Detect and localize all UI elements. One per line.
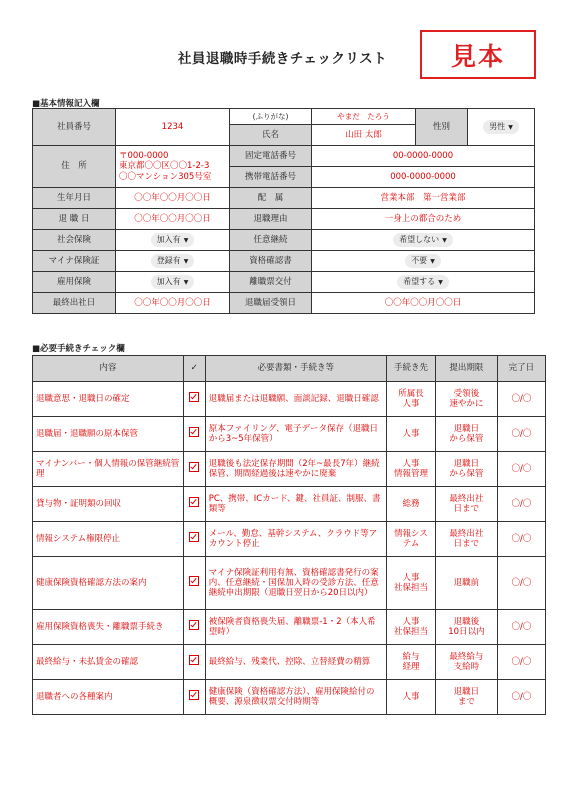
employment-insurance-select[interactable] bbox=[116, 272, 230, 293]
chevron-down-icon: ▼ bbox=[430, 258, 435, 266]
row-done-date[interactable]: 〇/〇 bbox=[497, 680, 545, 715]
checklist-row bbox=[33, 417, 546, 452]
page-title: 社員退職時手続きチェックリスト bbox=[177, 51, 388, 67]
row-checkbox-cell[interactable] bbox=[183, 557, 205, 610]
gender-value: 男性 bbox=[489, 122, 506, 132]
checkbox-checked-icon[interactable] bbox=[189, 655, 199, 665]
row-done-date[interactable]: 〇/〇 bbox=[497, 452, 545, 487]
checkbox-checked-icon[interactable] bbox=[189, 462, 199, 472]
row-docs: マイナ保険証利用有無、資格確認書発行の案内、任意継続・国保加入時の受診方法、任意継続申出期限（退職日翌日から20日以内） bbox=[205, 557, 386, 610]
row-item: 退職者への各種案内 bbox=[33, 680, 184, 715]
chevron-down-icon: ▼ bbox=[183, 279, 189, 287]
row-checkbox-cell[interactable] bbox=[183, 487, 205, 522]
header-item: 内容 bbox=[33, 356, 184, 382]
header-check: ✓ bbox=[183, 356, 205, 382]
row-item: 雇用保険資格喪失・離職票手続き bbox=[33, 610, 184, 645]
voluntary-label: 任意継続 bbox=[230, 230, 312, 251]
resignation-received-value[interactable]: 〇〇年〇〇月〇〇日 bbox=[312, 293, 535, 314]
chevron-down-icon: ▼ bbox=[508, 124, 513, 132]
checkbox-checked-icon[interactable] bbox=[189, 620, 199, 630]
row-deadline: 最終給与 支給時 bbox=[436, 645, 498, 680]
row-destination: 人事 bbox=[386, 417, 435, 452]
voluntary-value: 希望しない bbox=[399, 235, 440, 245]
separation-label: 離職票交付 bbox=[230, 272, 312, 293]
address-line: 〒000-0000 bbox=[119, 150, 169, 161]
row-destination: 所属長 人事 bbox=[386, 382, 435, 417]
address-line: 〇〇マンション305号室 bbox=[119, 171, 212, 182]
row-checkbox-cell[interactable] bbox=[183, 452, 205, 487]
row-docs: PC、携帯、ICカード、鍵、社員証、制服、書類等 bbox=[205, 487, 386, 522]
row-destination: 人事 社保担当 bbox=[386, 610, 435, 645]
row-docs: メール、勤怠、基幹システム、クラウド等アカウント停止 bbox=[205, 522, 386, 557]
checklist-row bbox=[33, 610, 546, 645]
landline-value[interactable]: 00-0000-0000 bbox=[312, 146, 535, 167]
row-item: 退職意思・退職日の確定 bbox=[33, 382, 184, 417]
qualcert-select[interactable] bbox=[312, 251, 535, 272]
row-item: 貸与物・証明類の回収 bbox=[33, 487, 184, 522]
chevron-down-icon: ▼ bbox=[183, 237, 189, 245]
furigana-value[interactable]: やまだ たろう bbox=[312, 109, 416, 125]
furigana-label: (ふりがな) bbox=[230, 109, 312, 125]
row-docs: 原本ファイリング、電子データ保存（退職日から3~5年保管） bbox=[205, 417, 386, 452]
row-deadline: 退職前 bbox=[436, 557, 498, 610]
row-deadline: 最終出社 日まで bbox=[436, 522, 498, 557]
row-docs: 退職後も法定保存期間（2年~最長7年）継続保管、期間経過後は速やかに廃棄 bbox=[205, 452, 386, 487]
checkbox-checked-icon[interactable] bbox=[189, 497, 199, 507]
dept-value[interactable]: 営業本部 第一営業部 bbox=[312, 188, 535, 209]
row-deadline: 最終出社 日まで bbox=[436, 487, 498, 522]
resignation-received-label: 退職届受領日 bbox=[230, 293, 312, 314]
row-checkbox-cell[interactable] bbox=[183, 382, 205, 417]
row-done-date[interactable]: 〇/〇 bbox=[497, 487, 545, 522]
employee-no-label: 社員番号 bbox=[33, 109, 116, 146]
checklist-row bbox=[33, 680, 546, 715]
mobile-value[interactable]: 000-0000-0000 bbox=[312, 167, 535, 188]
row-docs: 最終給与、残業代、控除、立替経費の精算 bbox=[205, 645, 386, 680]
landline-label: 固定電話番号 bbox=[230, 146, 312, 167]
row-done-date[interactable]: 〇/〇 bbox=[497, 382, 545, 417]
row-item: 健康保険資格確認方法の案内 bbox=[33, 557, 184, 610]
myna-label: マイナ保険証 bbox=[33, 251, 116, 272]
checklist-row bbox=[33, 452, 546, 487]
checklist-table bbox=[32, 355, 546, 715]
row-checkbox-cell[interactable] bbox=[183, 522, 205, 557]
last-day-label: 最終出社日 bbox=[33, 293, 116, 314]
basic-section-heading: ■基本情報記入欄 bbox=[32, 99, 100, 109]
row-destination: 人事 bbox=[386, 680, 435, 715]
gender-label: 性別 bbox=[416, 109, 468, 146]
row-item: 退職届・退職願の原本保管 bbox=[33, 417, 184, 452]
row-destination: 総務 bbox=[386, 487, 435, 522]
qualcert-value: 不要 bbox=[411, 256, 428, 266]
checklist-header-row bbox=[33, 356, 546, 382]
row-done-date[interactable]: 〇/〇 bbox=[497, 557, 545, 610]
employee-no-value[interactable]: 1234 bbox=[116, 109, 230, 146]
header-deadline: 提出期限 bbox=[436, 356, 498, 382]
check-section-heading: ■必要手続きチェック欄 bbox=[32, 344, 125, 354]
row-destination: 給与 経理 bbox=[386, 645, 435, 680]
checkbox-checked-icon[interactable] bbox=[189, 576, 199, 586]
row-deadline: 退職日 から保管 bbox=[436, 417, 498, 452]
row-deadline: 退職日 から保管 bbox=[436, 452, 498, 487]
row-destination: 人事 情報管理 bbox=[386, 452, 435, 487]
row-deadline: 退職後 10日以内 bbox=[436, 610, 498, 645]
row-deadline: 退職日 まで bbox=[436, 680, 498, 715]
gender-select[interactable] bbox=[468, 109, 535, 146]
retire-date-value[interactable]: 〇〇年〇〇月〇〇日 bbox=[116, 209, 230, 230]
employment-insurance-label: 雇用保険 bbox=[33, 272, 116, 293]
myna-select[interactable] bbox=[116, 251, 230, 272]
row-done-date[interactable]: 〇/〇 bbox=[497, 610, 545, 645]
row-checkbox-cell[interactable] bbox=[183, 680, 205, 715]
address-label: 住 所 bbox=[33, 146, 116, 188]
name-value[interactable]: 山田 太郎 bbox=[312, 125, 416, 146]
row-docs: 被保険者資格喪失届、離職票-1・2（本人希望時） bbox=[205, 610, 386, 645]
row-item: 情報システム権限停止 bbox=[33, 522, 184, 557]
dept-label: 配 属 bbox=[230, 188, 312, 209]
reason-value[interactable]: 一身上の都合のため bbox=[312, 209, 535, 230]
checkbox-checked-icon[interactable] bbox=[189, 392, 199, 402]
checklist-row bbox=[33, 557, 546, 610]
chevron-down-icon: ▼ bbox=[183, 258, 189, 266]
row-checkbox-cell[interactable] bbox=[183, 645, 205, 680]
row-destination: 情報シス テム bbox=[386, 522, 435, 557]
header-destination: 手続き先 bbox=[386, 356, 435, 382]
last-day-value[interactable]: 〇〇年〇〇月〇〇日 bbox=[116, 293, 230, 314]
voluntary-select[interactable] bbox=[312, 230, 535, 251]
checklist-row bbox=[33, 645, 546, 680]
chevron-down-icon: ▼ bbox=[438, 279, 443, 287]
chevron-down-icon: ▼ bbox=[442, 237, 447, 245]
header-docs: 必要書類・手続き等 bbox=[205, 356, 386, 382]
row-done-date[interactable]: 〇/〇 bbox=[497, 417, 545, 452]
myna-value: 登録有 bbox=[156, 256, 181, 266]
address-value[interactable] bbox=[116, 146, 230, 188]
qualcert-label: 資格確認書 bbox=[230, 251, 312, 272]
reason-label: 退職理由 bbox=[230, 209, 312, 230]
separation-value: 希望する bbox=[403, 277, 436, 287]
social-insurance-select[interactable] bbox=[116, 230, 230, 251]
row-item: 最終給与・未払賃金の確認 bbox=[33, 645, 184, 680]
retire-date-label: 退 職 日 bbox=[33, 209, 116, 230]
birth-label: 生年月日 bbox=[33, 188, 116, 209]
basic-info-table bbox=[32, 108, 535, 314]
employment-insurance-value: 加入有 bbox=[156, 277, 181, 287]
row-deadline: 受領後 速やかに bbox=[436, 382, 498, 417]
row-done-date[interactable]: 〇/〇 bbox=[497, 645, 545, 680]
mobile-label: 携帯電話番号 bbox=[230, 167, 312, 188]
social-insurance-value: 加入有 bbox=[156, 235, 181, 245]
social-insurance-label: 社会保険 bbox=[33, 230, 116, 251]
checklist-row bbox=[33, 487, 546, 522]
row-done-date[interactable]: 〇/〇 bbox=[497, 522, 545, 557]
checkbox-checked-icon[interactable] bbox=[189, 427, 199, 437]
checkbox-checked-icon[interactable] bbox=[189, 532, 199, 542]
checklist-row bbox=[33, 522, 546, 557]
row-docs: 退職届または退職願、面談記録、退職日確認 bbox=[205, 382, 386, 417]
row-checkbox-cell[interactable] bbox=[183, 610, 205, 645]
birth-value[interactable]: 〇〇年〇〇月〇〇日 bbox=[116, 188, 230, 209]
row-item: マイナンバー・個人情報の保管継続管理 bbox=[33, 452, 184, 487]
header-done-date: 完了日 bbox=[497, 356, 545, 382]
address-line: 東京都〇〇区〇〇1-2-3 bbox=[119, 161, 210, 172]
sample-stamp: 見本 bbox=[420, 30, 536, 79]
row-destination: 人事 社保担当 bbox=[386, 557, 435, 610]
row-docs: 健康保険（資格確認方法）、雇用保険給付の概要、源泉徴収票交付時期等 bbox=[205, 680, 386, 715]
separation-select[interactable] bbox=[312, 272, 535, 293]
row-checkbox-cell[interactable] bbox=[183, 417, 205, 452]
checklist-row bbox=[33, 382, 546, 417]
name-label: 氏名 bbox=[230, 125, 312, 146]
checkbox-checked-icon[interactable] bbox=[189, 690, 199, 700]
